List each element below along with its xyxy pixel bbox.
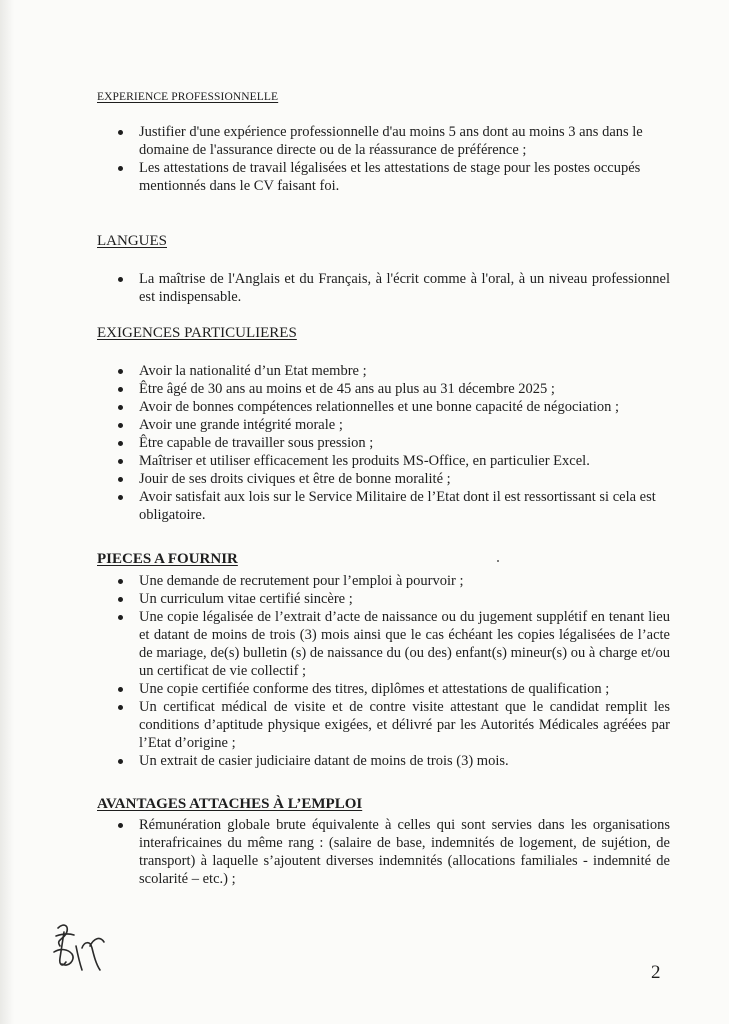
list-item: Avoir satisfait aux lois sur le Service Militaire de l’Etat dont il est ressortissant si cela est obligatoire. bbox=[118, 488, 670, 524]
list-item: Un certificat médical de visite et de contre visite attestant que le candidat remplit les conditions d’aptitude physique exigées, et délivré par les Autorités Médicales agréées par l’Etat d’origine ; bbox=[118, 698, 670, 752]
avantages-list bbox=[118, 816, 670, 888]
list-item: Avoir de bonnes compétences relationnelles et une bonne capacité de négociation ; bbox=[118, 398, 670, 416]
list-item: Avoir la nationalité d’un Etat membre ; bbox=[118, 362, 670, 380]
page-number: 2 bbox=[651, 962, 661, 983]
list-item: Une demande de recrutement pour l’emploi à pourvoir ; bbox=[118, 572, 670, 590]
section-heading-experience: EXPERIENCE PROFESSIONNELLE bbox=[97, 91, 279, 103]
list-item: Une copie certifiée conforme des titres, diplômes et attestations de qualification ; bbox=[118, 680, 670, 698]
langues-list bbox=[118, 270, 670, 306]
list-item: Justifier d'une expérience professionnelle d'au moins 5 ans dont au moins 3 ans dans le domaine de l'assurance directe ou de la réassurance de préférence ; bbox=[118, 123, 670, 159]
list-item: Un extrait de casier judiciaire datant de moins de trois (3) mois. bbox=[118, 752, 670, 770]
list-item: Rémunération globale brute équivalente à celles qui sont servies dans les organisations interafricaines du même rang : (salaire de base, indemnités de logement, de sujétion, de transport) à laquelle s’ajoutent diverses indemnités (allocations familiales - indemnité de scolarité – etc.) ; bbox=[118, 816, 670, 888]
experience-list bbox=[118, 123, 670, 195]
list-item: Avoir une grande intégrité morale ; bbox=[118, 416, 670, 434]
section-heading-langues: LANGUES bbox=[97, 233, 167, 249]
section-heading-exigences: EXIGENCES PARTICULIERES bbox=[97, 325, 297, 341]
list-item: Être capable de travailler sous pression ; bbox=[118, 434, 670, 452]
list-item: Jouir de ses droits civiques et être de bonne moralité ; bbox=[118, 470, 670, 488]
exigences-list bbox=[118, 362, 670, 524]
list-item: Maîtriser et utiliser efficacement les produits MS-Office, en particulier Excel. bbox=[118, 452, 670, 470]
section-heading-pieces: PIECES A FOURNIR bbox=[97, 551, 238, 567]
list-item: Une copie légalisée de l’extrait d’acte de naissance ou du jugement supplétif en tenant lieu et datant de moins de trois (3) mois ainsi que le cas échéant les copies légalisées de l’acte de mariage, de(s) bulletin (s) de naissance du (ou des) enfant(s) mineur(s) ou à charge et/ou un certificat de vie collectif ; bbox=[118, 608, 670, 680]
list-item: Les attestations de travail légalisées et les attestations de stage pour les postes occupés mentionnés dans le CV faisant foi. bbox=[118, 159, 670, 195]
handwritten-signature-icon bbox=[50, 918, 108, 983]
list-item: Être âgé de 30 ans au moins et de 45 ans au plus au 31 décembre 2025 ; bbox=[118, 380, 670, 398]
list-item: Un curriculum vitae certifié sincère ; bbox=[118, 590, 670, 608]
section-heading-avantages: AVANTAGES ATTACHES À L’EMPLOI bbox=[97, 796, 363, 812]
list-item: La maîtrise de l'Anglais et du Français, à l'écrit comme à l'oral, à un niveau professionnel est indispensable. bbox=[118, 270, 670, 306]
scan-speck bbox=[497, 560, 499, 562]
scan-edge-shadow bbox=[0, 0, 14, 1024]
pieces-list bbox=[118, 572, 670, 770]
